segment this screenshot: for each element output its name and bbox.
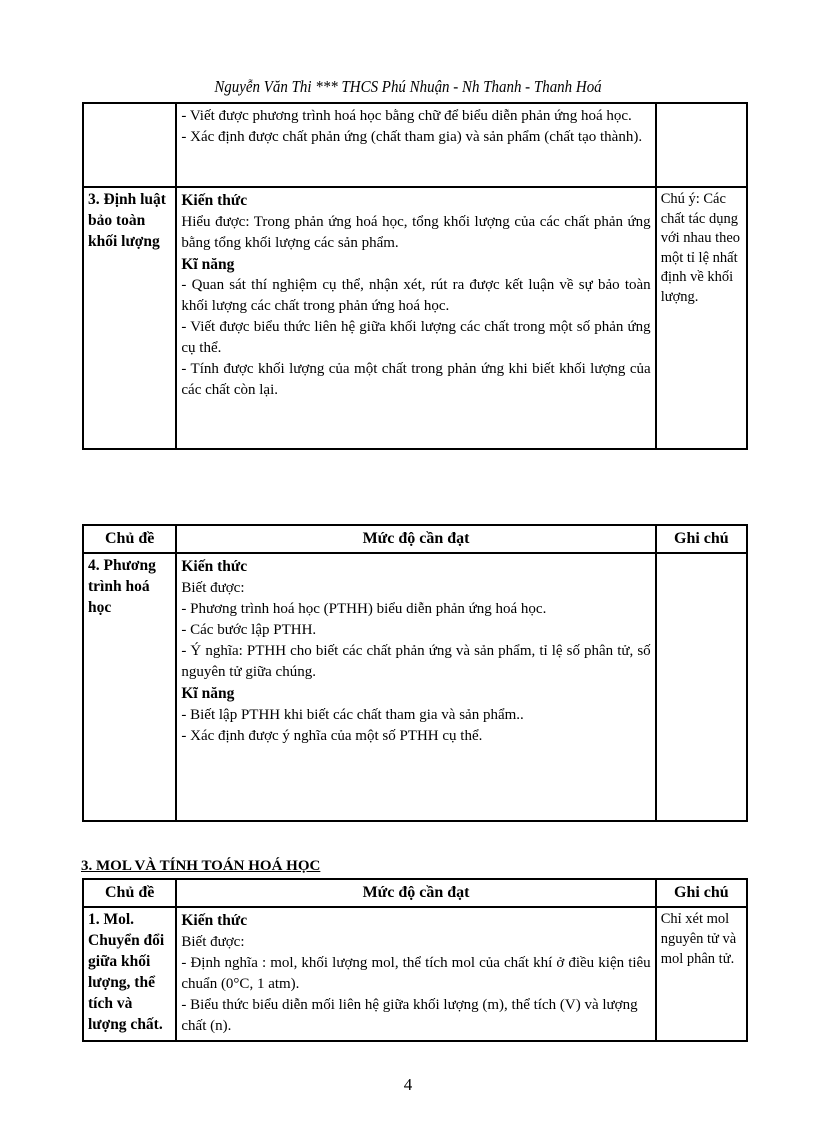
topic-title: 1. Mol. Chuyển đổi giữa khối lượng, thể tích và lượng chất. (88, 911, 165, 1033)
table-row (83, 907, 747, 1041)
content-cell (176, 553, 655, 821)
table-topic-4 (82, 524, 748, 822)
section-title: 3. MOL VÀ TÍNH TOÁN HOÁ HỌC (81, 858, 321, 874)
topic-cell-empty (83, 103, 176, 187)
column-header: Ghi chú (656, 525, 747, 553)
table-header-row (83, 525, 747, 553)
topic-cell (83, 553, 176, 821)
note-text: Chỉ xét mol nguyên tử và mol phân tử. (660, 911, 737, 967)
list-item: - Biểu thức biểu diễn mối liên hệ giữa khối lượng (m), thể tích (V) và lượng chất (n). (181, 997, 638, 1035)
topic-cell (83, 907, 176, 1041)
known-label: Biết được: (181, 934, 245, 951)
subheading-skills: Kĩ năng (181, 685, 235, 703)
table-row (83, 187, 747, 449)
list-item: - Quan sát thí nghiệm cụ thể, nhận xét, rút ra được kết luận về sự bảo toàn khối lượng các chất trong phản ứng hoá học. (181, 277, 651, 315)
table-row (83, 103, 747, 187)
content-cell (176, 103, 655, 187)
topic-title: 4. Phương trình hoá học (88, 557, 156, 617)
column-header: Chủ đề (83, 879, 176, 907)
list-item: - Xác định được chất phản ứng (chất tham gia) và sản phẩm (chất tạo thành). (181, 129, 643, 145)
list-item: - Ý nghĩa: PTHH cho biết các chất phản ứng và sản phẩm, tỉ lệ số phân tử, số nguyên tử giữa chúng. (181, 643, 651, 681)
table-continued (82, 102, 748, 450)
topic-title: 3. Định luật bảo toàn khối lượng (88, 191, 166, 250)
list-item: - Viết được phương trình hoá học bằng chữ để biểu diễn phản ứng hoá học. (181, 108, 632, 124)
column-header: Ghi chú (656, 879, 747, 907)
table-section-3 (82, 878, 748, 1042)
knowledge-text: Hiểu được: Trong phản ứng hoá học, tổng khối lượng của các chất phản ứng bằng tổng khối lượng các sản phẩm. (181, 213, 651, 251)
list-item: - Biết lập PTHH khi biết các chất tham gia và sản phẩm.. (181, 706, 524, 723)
list-item: - Định nghĩa : mol, khối lượng mol, thể tích mol của chất khí ở điều kiện tiêu chuẩn (0°C, 1 atm). (181, 955, 651, 993)
list-item: - Phương trình hoá học (PTHH) biểu diễn phản ứng hoá học. (181, 601, 547, 618)
list-item: - Tính được khối lượng của một chất trong phản ứng khi biết khối lượng của các chất còn lại. (181, 361, 651, 399)
note-text: Chú ý: Các chất tác dụng với nhau theo một tỉ lệ nhất định về khối lượng. (660, 191, 741, 305)
table-header-row (83, 879, 747, 907)
known-label: Biết được: (181, 580, 245, 597)
table-row (83, 553, 747, 821)
column-header: Chủ đề (83, 525, 176, 553)
page-number: 4 (403, 1075, 413, 1094)
list-item: - Các bước lập PTHH. (181, 622, 317, 639)
content-cell (176, 907, 655, 1041)
note-cell-empty (656, 103, 747, 187)
list-item: - Xác định được ý nghĩa của một số PTHH cụ thể. (181, 727, 483, 744)
page-header: Nguyễn Văn Thi *** THCS Phú Nhuận - Nh Thanh - Thanh Hoá (214, 77, 602, 96)
subheading-skills: Kĩ năng (181, 255, 235, 273)
note-cell-empty (656, 553, 747, 821)
note-cell (656, 187, 747, 449)
subheading-knowledge: Kiến thức (181, 912, 248, 930)
content-cell (176, 187, 655, 449)
subheading-knowledge: Kiến thức (181, 558, 248, 576)
note-cell (656, 907, 747, 1041)
subheading-knowledge: Kiến thức (181, 192, 248, 209)
column-header: Mức độ cần đạt (176, 525, 655, 553)
topic-cell (83, 187, 176, 449)
list-item: - Viết được biểu thức liên hệ giữa khối lượng các chất trong một số phản ứng cụ thể. (181, 319, 651, 357)
column-header: Mức độ cần đạt (176, 879, 655, 907)
